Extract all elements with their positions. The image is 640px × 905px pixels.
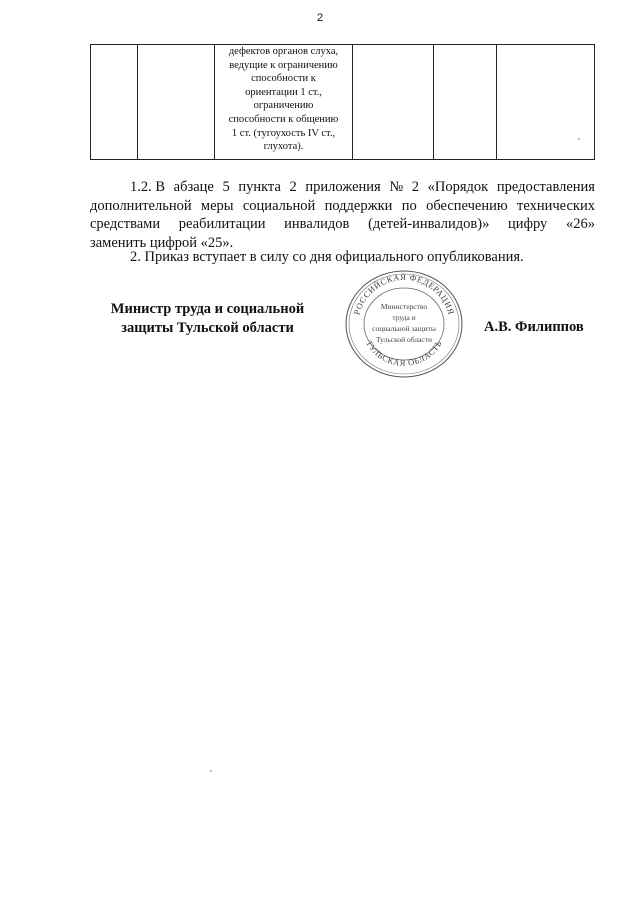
description-line: ориентации 1 ст., <box>245 86 322 98</box>
svg-text:социальной защиты: социальной защиты <box>372 324 436 333</box>
signatory-name: А.В. Филиппов <box>484 319 584 335</box>
svg-text:труда и: труда и <box>392 313 416 322</box>
svg-text:Тульской области: Тульской области <box>375 335 433 344</box>
signatory-title-line: защиты Тульской области <box>121 320 294 336</box>
paragraph-line: средствами реабилитации инвалидов (детей-инвалидов)» цифру «26» <box>90 216 595 233</box>
description-line: ограничению <box>253 100 314 112</box>
description-line: глухота). <box>263 141 304 153</box>
signatory-title <box>100 300 315 338</box>
svg-text:ТУЛЬСКАЯ ОБЛАСТЬ: ТУЛЬСКАЯ ОБЛАСТЬ <box>364 338 444 368</box>
description-line: дефектов органов слуха, <box>228 46 339 57</box>
table-cell <box>497 45 595 160</box>
page-number: 2 <box>316 12 324 24</box>
table-cell <box>91 45 138 160</box>
description-line: способности к <box>251 73 316 85</box>
official-seal-icon <box>336 268 472 380</box>
paragraph-amendment <box>90 178 595 252</box>
scan-speck <box>578 138 580 140</box>
description-line: способности к общению <box>228 113 339 125</box>
svg-text:Министерство: Министерство <box>380 302 428 311</box>
table-row <box>91 45 595 160</box>
svg-text:РОССИЙСКАЯ ФЕДЕРАЦИЯ: РОССИЙСКАЯ ФЕДЕРАЦИЯ <box>351 271 457 316</box>
table-cell <box>434 45 497 160</box>
table-cell-description <box>215 45 353 160</box>
table-fragment <box>90 44 595 160</box>
paragraph-line: дополнительной меры социальной поддержки по обеспечению технических <box>90 197 595 214</box>
paragraph-line: 1.2. В абзаце 5 пункта 2 приложения № 2 «Порядок предоставления <box>130 179 595 195</box>
paragraph-line: заменить цифрой «25». <box>90 234 234 251</box>
scan-speck <box>210 770 212 772</box>
table-cell <box>353 45 434 160</box>
paragraph-effective-date: 2. Приказ вступает в силу со дня официального опубликования. <box>130 249 524 265</box>
signatory-title-line: Министр труда и социальной <box>110 301 305 317</box>
table-cell <box>138 45 215 160</box>
description-line: ведущие к ограничению <box>229 59 338 71</box>
description-line: 1 ст. (тугоухость IV ст., <box>231 127 336 139</box>
